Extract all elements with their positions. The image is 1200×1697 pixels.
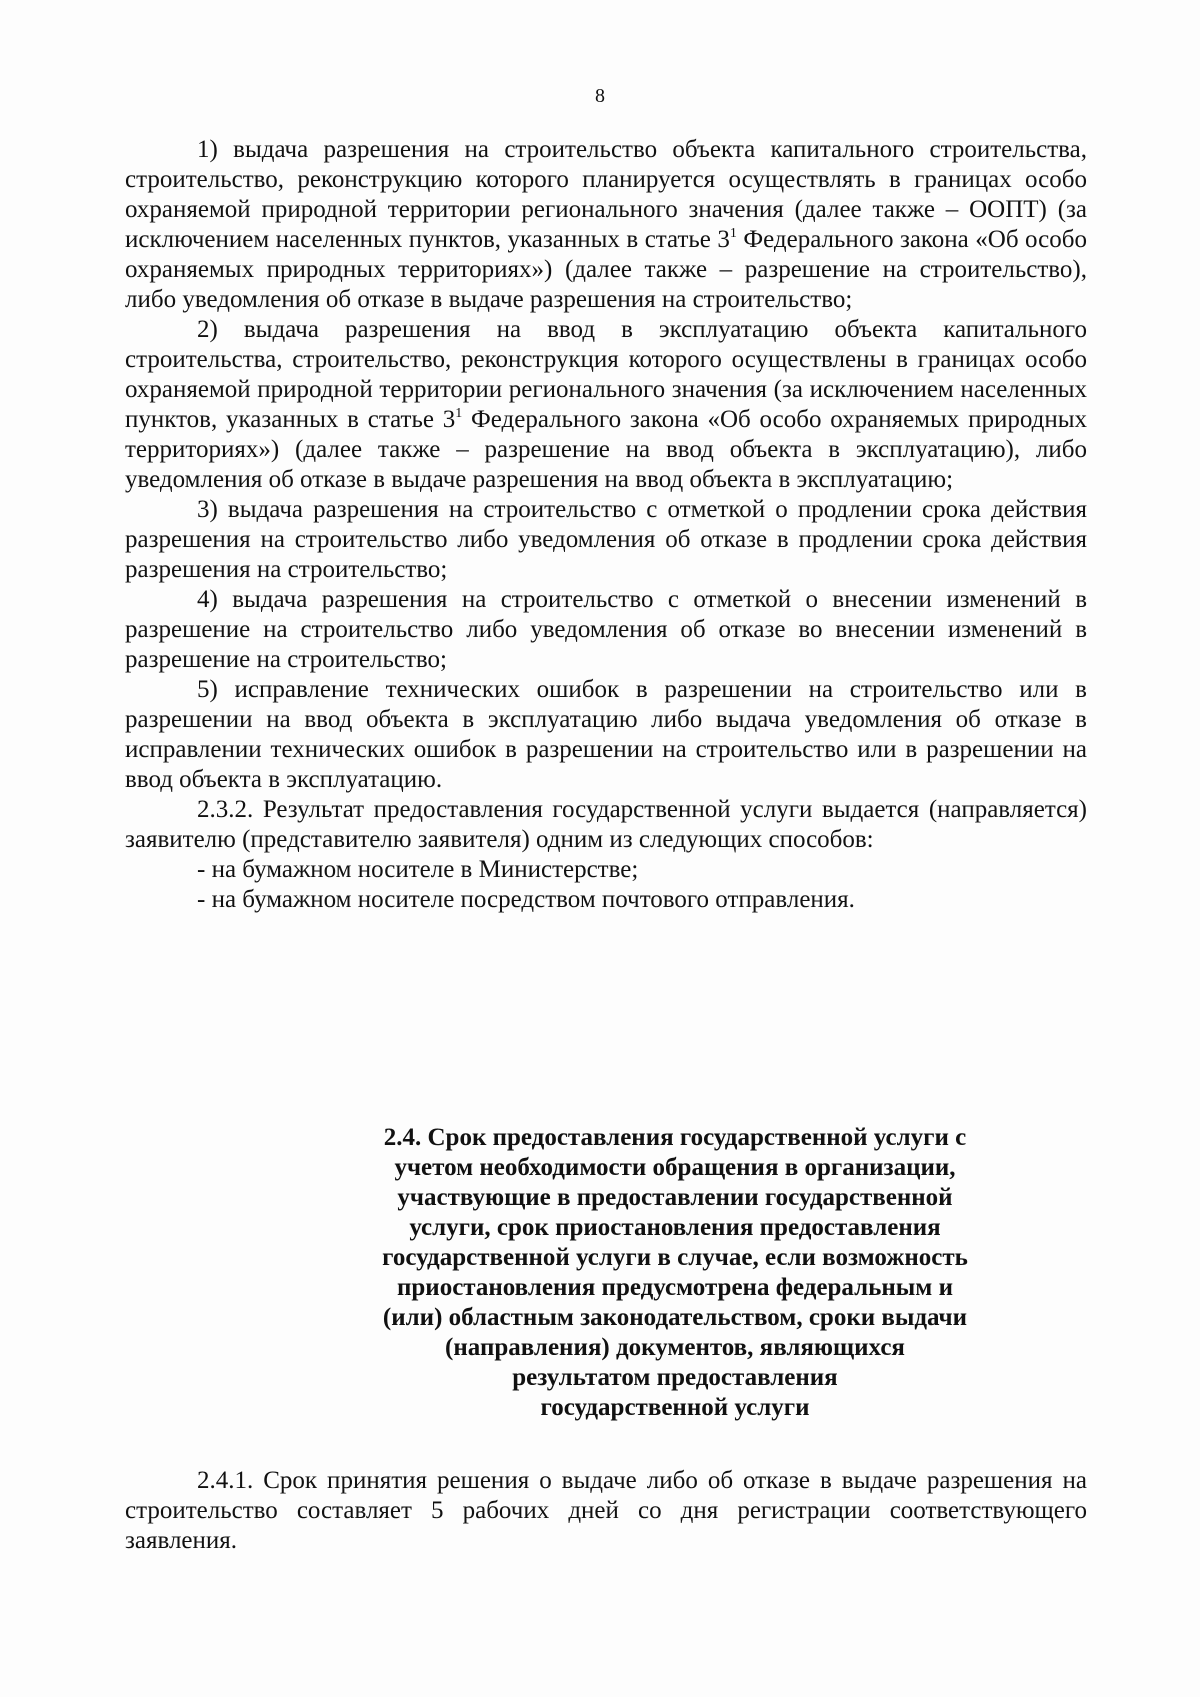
- superscript: 1: [729, 226, 737, 241]
- page-number: 8: [595, 85, 605, 107]
- list-item-1-text-cont: Федерального закона «Об особо охраняемых природных территориях») (далее также – разрешение на строительство), либо уведомления об отказе в выдаче разрешения на строительство;: [125, 226, 1087, 313]
- heading-line: приостановления предусмотрена федеральным и: [397, 1274, 953, 1301]
- document-body: [125, 135, 1087, 915]
- list-item-2: [125, 315, 1087, 495]
- list-item-2-text-cont: Федерального закона «Об особо охраняемых природных территориях») (далее также – разрешение на ввод объекта в эксплуатацию), либо уведомления об отказе в выдаче разрешения на ввод объекта в эксплуатацию;: [125, 406, 1087, 493]
- heading-line: услуги, срок приостановления предоставления: [409, 1214, 941, 1241]
- heading-line: участвующие в предоставлении государственной: [397, 1184, 953, 1211]
- heading-line: учетом необходимости обращения в организации,: [394, 1154, 956, 1181]
- bullet-item: - на бумажном носителе в Министерстве;: [197, 856, 639, 883]
- heading-line: (направления) документов, являющихся: [445, 1334, 905, 1361]
- heading-line: государственной услуги: [540, 1394, 810, 1421]
- list-item-2-text: 2) выдача разрешения на ввод в эксплуатацию объекта капитального строительства, строительство, реконструкция которого осуществлены в границах особо охраняемой природной территории регионального значения (за исключением населенных пунктов, указанных в статье 3: [125, 316, 1087, 433]
- list-item-1: [125, 135, 1087, 315]
- clause-2-3-2: 2.3.2. Результат предоставления государственной услуги выдается (направляется) заявителю (представителю заявителя) одним из следующих способов:: [125, 796, 1087, 853]
- heading-line: (или) областным законодательством, сроки выдачи: [382, 1304, 968, 1331]
- bullet-item: - на бумажном носителе посредством почтового отправления.: [197, 886, 855, 913]
- section-heading-2-4: [330, 1123, 1020, 1423]
- heading-line: 2.4. Срок предоставления государственной услуги с: [383, 1124, 967, 1151]
- list-item-1-text: 1) выдача разрешения на строительство объекта капитального строительства, строительство, реконструкцию которого планируется осуществлять в границах особо охраняемой природной территории регионального значения (далее также – ООПТ) (за исключением населенных пунктов, указанных в статье 3: [125, 136, 1087, 253]
- list-item-3: 3) выдача разрешения на строительство с отметкой о продлении срока действия разрешения на строительство либо уведомления об отказе в продлении срока действия разрешения на строительство;: [125, 496, 1087, 583]
- section-2-4-body: [125, 1466, 1087, 1556]
- heading-line: результатом предоставления: [512, 1364, 838, 1391]
- clause-2-4-1: 2.4.1. Срок принятия решения о выдаче либо об отказе в выдаче разрешения на строительство составляет 5 рабочих дней со дня регистрации соответствующего заявления.: [125, 1467, 1087, 1554]
- list-item-4: 4) выдача разрешения на строительство с отметкой о внесении изменений в разрешение на строительство либо уведомления об отказе во внесении изменений в разрешение на строительство;: [125, 586, 1087, 673]
- superscript: 1: [455, 406, 463, 421]
- list-item-5: 5) исправление технических ошибок в разрешении на строительство или в разрешении на ввод объекта в эксплуатацию либо выдача уведомления об отказе в исправлении технических ошибок в разрешении на строительство или в разрешении на ввод объекта в эксплуатацию.: [125, 676, 1087, 793]
- heading-line: государственной услуги в случае, если возможность: [382, 1244, 968, 1271]
